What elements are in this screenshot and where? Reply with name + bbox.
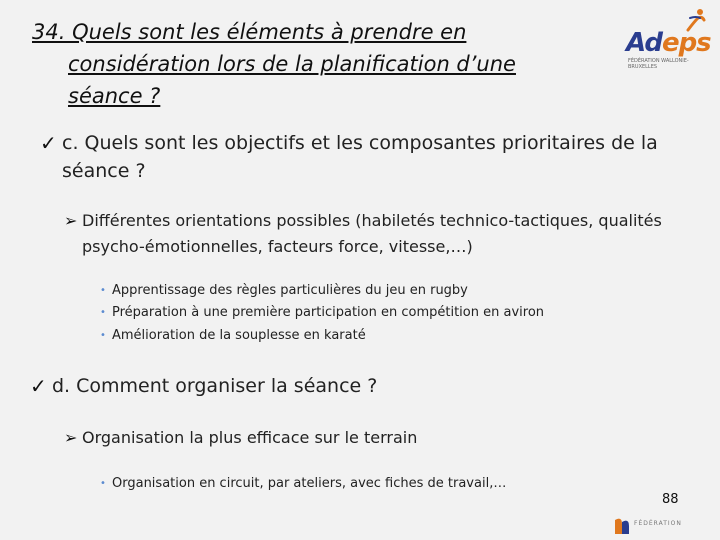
section-d-line-1: d. Comment organiser la séance ? <box>52 375 378 397</box>
arrow-bullet-icon: ➢ <box>64 428 78 447</box>
section-c-sub-line-2: psycho-émotionnelles, facteurs force, vitesse,…) <box>82 237 473 256</box>
federation-logo <box>612 514 682 540</box>
section-c-line-2: séance ? <box>62 160 146 182</box>
title-line-3: séance ? <box>68 84 161 108</box>
section-d-sub-line-1: Organisation la plus efficace sur le terrain <box>82 428 418 447</box>
federation-logo-text: FÉDÉRATION <box>634 520 682 527</box>
title-line-2: considération lors de la planification d’une <box>68 52 516 76</box>
section-c-heading <box>40 129 700 185</box>
logo-subtitle: FÉDÉRATION WALLONIE-BRUXELLES <box>628 58 689 70</box>
list-item <box>94 325 654 347</box>
checkmark-icon: ✓ <box>40 131 57 155</box>
arrow-bullet-icon: ➢ <box>64 211 78 230</box>
dot-bullet-icon: • <box>100 478 106 489</box>
list-item-text: Apprentissage des règles particulières du jeu en rugby <box>112 283 468 298</box>
logo-wordmark-main: Ad <box>626 28 662 58</box>
list-item-text: Préparation à une première participation en compétition en aviron <box>112 305 545 320</box>
dot-bullet-icon: • <box>100 285 106 296</box>
section-c-line-1: c. Quels sont les objectifs et les composantes prioritaires de la <box>62 132 658 154</box>
section-d-heading <box>30 372 690 400</box>
title-line-1: 34. Quels sont les éléments à prendre en <box>32 20 467 44</box>
adeps-logo <box>622 6 711 76</box>
checkmark-icon: ✓ <box>30 374 47 398</box>
list-item-text: Amélioration de la souplesse en karaté <box>112 328 366 343</box>
section-c-text <box>62 129 658 185</box>
section-c-sub-text <box>82 208 662 260</box>
dot-bullet-icon: • <box>100 330 106 341</box>
section-d-subpoint <box>64 425 704 451</box>
logo-wordmark <box>626 28 711 58</box>
page-number: 88 <box>662 492 679 507</box>
federation-emblem-icon <box>612 514 632 536</box>
logo-wordmark-accent: eps <box>661 28 711 58</box>
list-item <box>94 473 614 495</box>
dot-bullet-icon: • <box>100 307 106 318</box>
section-c-subpoint <box>64 208 704 260</box>
list-item <box>94 302 654 324</box>
list-item <box>94 280 654 302</box>
list-item-text: Organisation en circuit, par ateliers, avec fiches de travail,… <box>112 476 507 491</box>
slide-title <box>32 16 592 112</box>
section-c-sub-line-1: Différentes orientations possibles (habiletés technico-tactiques, qualités <box>82 211 662 230</box>
